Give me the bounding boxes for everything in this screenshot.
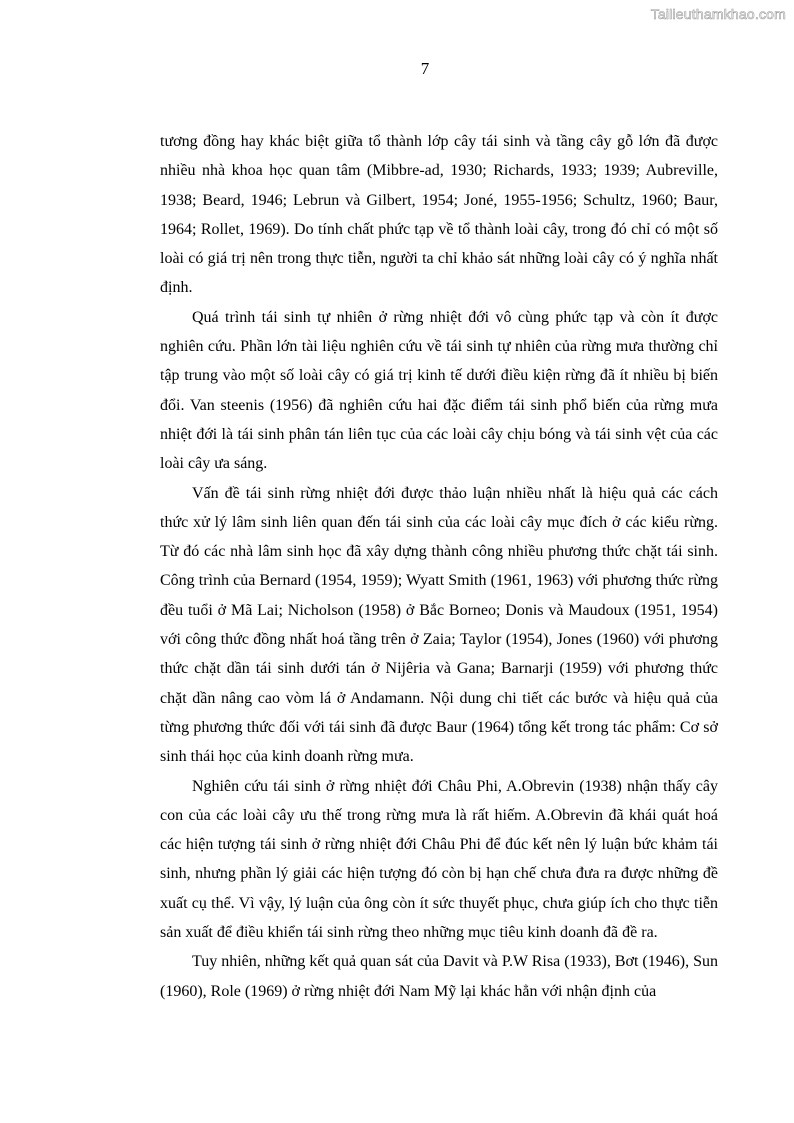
- page-number: 7: [420, 59, 430, 78]
- paragraph: Tuy nhiên, những kết quả quan sát của Davit và P.W Risa (1933), Bơt (1946), Sun (1960), Role (1969) ở rừng nhiệt đới Nam Mỹ lại khác hẳn với nhận định của: [160, 953, 718, 1000]
- paragraph: tương đồng hay khác biệt giữa tổ thành lớp cây tái sinh và tầng cây gỗ lớn đã được nhiều nhà khoa học quan tâm (Mibbre-ad, 1930; Richards, 1933; 1939; Aubreville, 1938; Beard, 1946; Lebrun và Gilbert, 1954; Joné, 1955-1956; Schultz, 1960; Baur, 1964; Rollet, 1969). Do tính chất phức tạp về tổ thành loài cây, trong đó chỉ có một số loài có giá trị nên trong thực tiễn, người ta chỉ khảo sát những loài cây có ý nghĩa nhất định.: [160, 133, 718, 297]
- paragraph: Nghiên cứu tái sinh ở rừng nhiệt đới Châu Phi, A.Obrevin (1938) nhận thấy cây con của các loài cây ưu thế trong rừng mưa là rất hiếm. A.Obrevin đã khái quát hoá các hiện tượng tái sinh ở rừng nhiệt đới Châu Phi để đúc kết nên lý luận bức khảm tái sinh, nhưng phần lý giải các hiện tượng đó còn bị hạn chế chưa đưa ra được những đề xuất cụ thể. Vì vậy, lý luận của ông còn ít sức thuyết phục, chưa giúp ích cho thực tiễn sản xuất để điều khiển tái sinh rừng theo những mục tiêu kinh doanh đã đề ra.: [160, 777, 718, 942]
- watermark: Tailieuthamkhao.com: [650, 6, 786, 22]
- document-body: [160, 127, 718, 1006]
- paragraph: Quá trình tái sinh tự nhiên ở rừng nhiệt đới vô cùng phức tạp và còn ít được nghiên cứu. Phần lớn tài liệu nghiên cứu về tái sinh tự nhiên của rừng mưa thường chỉ tập trung vào một số loài cây có giá trị kinh tế dưới điều kiện rừng đã ít nhiều bị biến đổi. Van steenis (1956) đã nghiên cứu hai đặc điểm tái sinh phổ biến của rừng mưa nhiệt đới là tái sinh phân tán liên tục của các loài cây chịu bóng và tái sinh vệt của các loài cây ưa sáng.: [160, 308, 718, 473]
- paragraph: Vấn đề tái sinh rừng nhiệt đới được thảo luận nhiều nhất là hiệu quả các cách thức xử lý lâm sinh liên quan đến tái sinh của các loài cây mục đích ở các kiểu rừng. Từ đó các nhà lâm sinh học đã xây dựng thành công nhiều phương thức chặt tái sinh. Công trình của Bernard (1954, 1959); Wyatt Smith (1961, 1963) với phương thức rừng đều tuổi ở Mã Lai; Nicholson (1958) ở Bắc Borneo; Donis và Maudoux (1951, 1954) với công thức đồng nhất hoá tầng trên ở Zaia; Taylor (1954), Jones (1960) với phương thức chặt dần tái sinh dưới tán ở Nijêria và Gana; Barnarji (1959) với phương thức chặt dần nâng cao vòm lá ở Andamann. Nội dung chi tiết các bước và hiệu quả của từng phương thức đối với tái sinh đã được Baur (1964) tổng kết trong tác phẩm: Cơ sở sinh thái học của kinh doanh rừng mưa.: [160, 484, 718, 766]
